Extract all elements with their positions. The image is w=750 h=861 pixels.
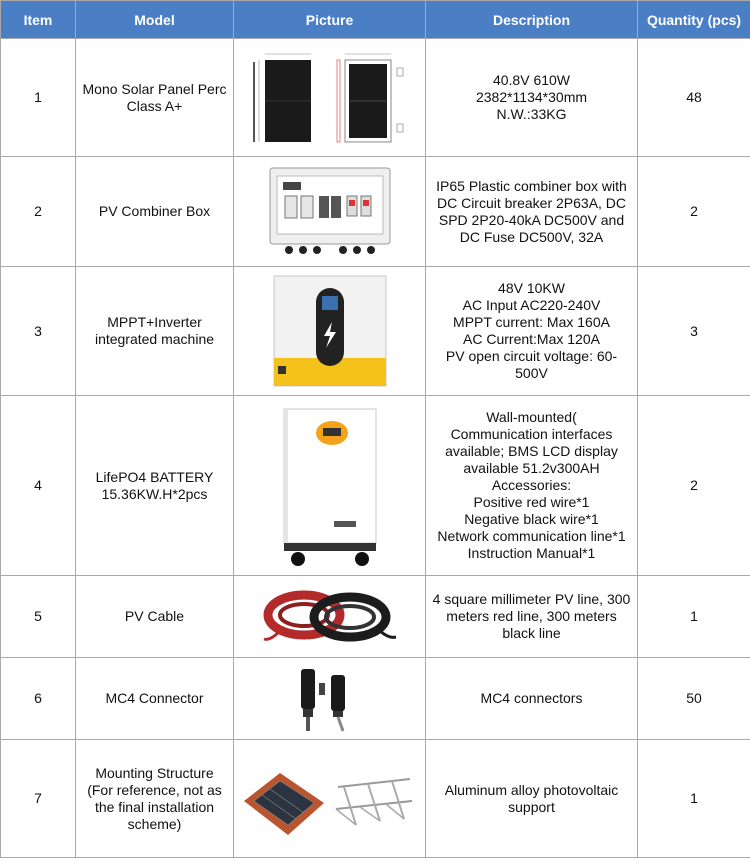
table-row <box>1 157 750 267</box>
description: IP65 Plastic combiner box with DC Circuit breaker 2P63A, DC SPD 2P20-40kA DC500V and DC Fuse DC500V, 32A <box>426 157 638 267</box>
quantity: 2 <box>638 396 750 576</box>
description: 48V 10KW AC Input AC220-240V MPPT current: Max 160A AC Current:Max 120A PV open circuit voltage: 60- 500V <box>426 267 638 396</box>
model-name: MPPT+Inverter integrated machine <box>76 267 234 396</box>
quantity: 1 <box>638 740 750 858</box>
product-picture <box>234 576 426 658</box>
table-row <box>1 396 750 576</box>
inverter-icon <box>270 272 390 390</box>
description: 40.8V 610W 2382*1134*30mm N.W.:33KG <box>426 39 638 157</box>
model-name: MC4 Connector <box>76 658 234 740</box>
model-name: PV Combiner Box <box>76 157 234 267</box>
table-row <box>1 267 750 396</box>
description: Aluminum alloy photovoltaic support <box>426 740 638 858</box>
pv-cable-icon <box>260 581 400 653</box>
item-number: 5 <box>1 576 76 658</box>
product-picture <box>234 658 426 740</box>
product-picture <box>234 267 426 396</box>
mc4-connector-icon <box>285 663 375 735</box>
table-row <box>1 576 750 658</box>
header-row <box>1 1 750 39</box>
product-picture <box>234 396 426 576</box>
battery-icon <box>270 403 390 569</box>
header-model: Model <box>76 1 234 39</box>
quantity: 3 <box>638 267 750 396</box>
product-picture <box>234 740 426 858</box>
product-picture <box>234 39 426 157</box>
item-number: 6 <box>1 658 76 740</box>
header-quantity: Quantity (pcs) <box>638 1 750 39</box>
description: Wall-mounted( Communication interfaces available; BMS LCD display available 51.2v300AH Accessories: Positive red wire*1 Negative black wire*1 Network communication line*1 Instruction Manual*1 <box>426 396 638 576</box>
description: 4 square millimeter PV line, 300 meters red line, 300 meters black line <box>426 576 638 658</box>
header-picture: Picture <box>234 1 426 39</box>
item-number: 7 <box>1 740 76 858</box>
quantity: 50 <box>638 658 750 740</box>
model-name: Mono Solar Panel Perc Class A+ <box>76 39 234 157</box>
model-name: LifePO4 BATTERY 15.36KW.H*2pcs <box>76 396 234 576</box>
description: MC4 connectors <box>426 658 638 740</box>
item-number: 3 <box>1 267 76 396</box>
model-name: Mounting Structure (For reference, not as the final installation scheme) <box>76 740 234 858</box>
combiner-box-icon <box>265 164 395 260</box>
item-number: 4 <box>1 396 76 576</box>
model-name: PV Cable <box>76 576 234 658</box>
header-item: Item <box>1 1 76 39</box>
solar-panel-drawing-icon <box>245 48 415 148</box>
table-row <box>1 658 750 740</box>
item-number: 1 <box>1 39 76 157</box>
quantity: 1 <box>638 576 750 658</box>
product-picture <box>234 157 426 267</box>
table-row <box>1 740 750 858</box>
mounting-structure-icon <box>240 751 420 847</box>
quantity: 48 <box>638 39 750 157</box>
item-number: 2 <box>1 157 76 267</box>
table-row <box>1 39 750 157</box>
header-description: Description <box>426 1 638 39</box>
quantity: 2 <box>638 157 750 267</box>
